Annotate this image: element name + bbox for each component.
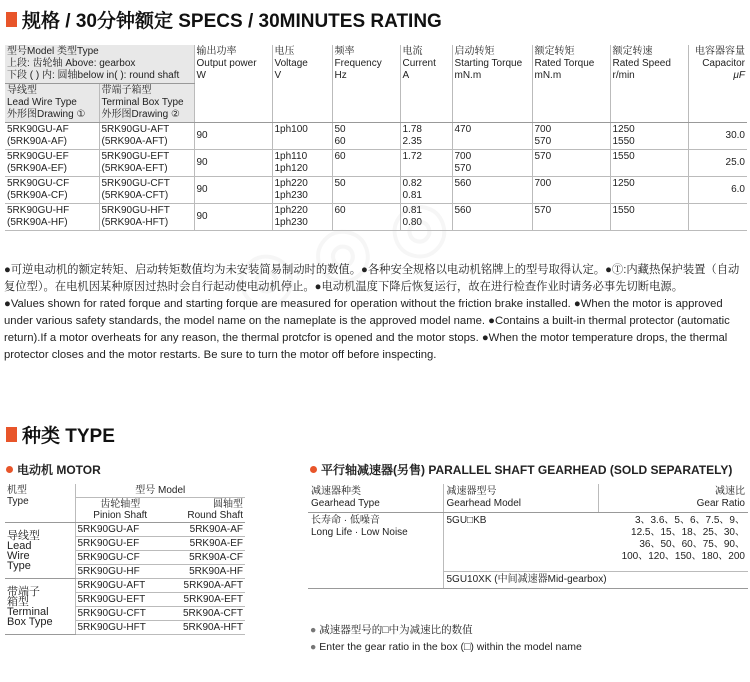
frequency-cell bbox=[332, 177, 400, 204]
capacitor-cell bbox=[688, 177, 747, 204]
rated-speed-value: 1250 bbox=[612, 124, 635, 135]
starting-torque-value bbox=[455, 190, 530, 202]
rated-speed-cell bbox=[610, 177, 688, 204]
capacitor-header: 电容器容量 Capacitor μF bbox=[688, 45, 747, 123]
motor-table bbox=[5, 484, 245, 635]
starting-torque-value: 570 bbox=[454, 163, 472, 174]
terminal-box-model-value: 5RK90GU-EFT bbox=[101, 151, 170, 162]
voltage-cell bbox=[272, 204, 332, 231]
motor-title: 电动机 MOTOR bbox=[6, 461, 101, 478]
output-power-cell bbox=[194, 123, 272, 150]
lead-wire-model-value: 5RK90GU-EF bbox=[7, 151, 69, 162]
frequency-cell bbox=[332, 150, 400, 177]
frequency-cell bbox=[332, 204, 400, 231]
specs-table bbox=[5, 45, 747, 231]
voltage-value: 1ph100 bbox=[274, 124, 308, 135]
spec-row bbox=[5, 204, 747, 231]
voltage-value: 1ph230 bbox=[274, 190, 308, 201]
rated-torque-cell bbox=[532, 204, 610, 231]
voltage-value: 1ph220 bbox=[274, 178, 308, 189]
terminal-box-model-value: (5RK90A-CFT) bbox=[101, 190, 169, 201]
capacitor-value: 30.0 bbox=[725, 130, 745, 141]
pinion-shaft-model: 5RK90GU-EFT bbox=[75, 593, 165, 607]
gearhead-type-cell: 长寿命 · 低噪音 Long Life · Low Noise bbox=[308, 513, 443, 589]
starting-torque-value: 560 bbox=[454, 205, 472, 216]
terminal-box-model-cell bbox=[99, 150, 194, 177]
spec-row bbox=[5, 123, 747, 150]
lead-wire-model-value: (5RK90A-HF) bbox=[7, 217, 68, 228]
heading-marker bbox=[6, 12, 17, 27]
current-cell bbox=[400, 204, 452, 231]
rated-torque-cell bbox=[532, 123, 610, 150]
voltage-value: 1ph230 bbox=[274, 217, 308, 228]
rated-torque-cell bbox=[532, 150, 610, 177]
starting-torque-value bbox=[455, 217, 530, 229]
motor-type-label: 导线型 Lead Wire Type bbox=[5, 523, 75, 579]
terminal-box-header: 带端子箱型 Terminal Box Type 外形图Drawing ② bbox=[99, 84, 194, 123]
output-power-cell bbox=[194, 150, 272, 177]
pinion-shaft-model: 5RK90GU-CF bbox=[75, 551, 165, 565]
bullet-dot bbox=[6, 466, 13, 473]
notes-cn: ●可逆电动机的额定转矩、启动转矩数值均为未安装简易制动时的数值。●各种安全规格以电动机铭牌上的型号取得认定。●Ⓣ:内藏热保护装置（自动复位型）。在电机因某种原因过热时会自行起动使电动机停止。●电动机温度下降后恢复运行，故在进行检查作业时请务必事先切断电源。 bbox=[4, 264, 740, 293]
pinion-shaft-model: 5RK90GU-CFT bbox=[75, 607, 165, 621]
starting-torque-value bbox=[455, 136, 530, 148]
types-heading bbox=[6, 421, 115, 448]
round-shaft-header: 圆轴型 Round Shaft bbox=[165, 498, 245, 523]
rated-torque-value bbox=[535, 163, 608, 175]
motor-row bbox=[5, 579, 245, 593]
lead-wire-model-value: 5RK90GU-HF bbox=[7, 205, 70, 216]
rated-torque-value: 570 bbox=[534, 151, 552, 162]
gearhead-notes bbox=[310, 622, 582, 656]
pinion-shaft-model: 5RK90GU-EF bbox=[75, 537, 165, 551]
voltage-value: 1ph120 bbox=[274, 163, 308, 174]
rated-torque-value bbox=[535, 217, 608, 229]
gearhead-model-header: 减速器型号 Gearhead Model bbox=[443, 484, 598, 513]
capacitor-value: 25.0 bbox=[725, 157, 745, 168]
round-shaft-model: 5RK90A-AF bbox=[165, 523, 245, 537]
current-value: 0.81 bbox=[402, 190, 422, 201]
current-value: 0.81 bbox=[402, 205, 422, 216]
terminal-box-model-value: (5RK90A-EFT) bbox=[101, 163, 168, 174]
bullet-dot bbox=[310, 466, 317, 473]
rated-torque-header: 额定转矩 Rated Torque mN.m bbox=[532, 45, 610, 123]
capacitor-value bbox=[691, 211, 746, 223]
rated-speed-cell bbox=[610, 150, 688, 177]
frequency-value: 50 bbox=[334, 178, 346, 189]
voltage-value bbox=[275, 136, 330, 148]
round-shaft-model: 5RK90A-AFT bbox=[165, 579, 245, 593]
rated-torque-value: 570 bbox=[534, 205, 552, 216]
lead-wire-model-value: 5RK90GU-AF bbox=[7, 124, 69, 135]
bullet-icon: ● bbox=[310, 624, 320, 636]
capacitor-cell bbox=[688, 150, 747, 177]
specs-heading-text: 规格 / 30分钟额定 SPECS / 30MINUTES RATING bbox=[22, 11, 442, 32]
rated-speed-value bbox=[613, 163, 686, 175]
lead-wire-model-value: (5RK90A-EF) bbox=[7, 163, 68, 174]
spec-row bbox=[5, 177, 747, 204]
lead-wire-model-cell bbox=[5, 123, 99, 150]
lead-wire-header: 导线型 Lead Wire Type 外形图Drawing ① bbox=[5, 84, 99, 123]
frequency-cell bbox=[332, 123, 400, 150]
round-shaft-model: 5RK90A-CFT bbox=[165, 607, 245, 621]
current-value: 1.78 bbox=[402, 124, 422, 135]
capacitor-cell bbox=[688, 204, 747, 231]
terminal-box-model-value: 5RK90GU-HFT bbox=[101, 205, 170, 216]
starting-torque-cell bbox=[452, 204, 532, 231]
motor-type-label: 带端子 箱型 Terminal Box Type bbox=[5, 579, 75, 635]
terminal-box-model-cell bbox=[99, 204, 194, 231]
mid-gearbox-cell: 5GU10XK (中间减速器Mid-gearbox) bbox=[443, 572, 748, 589]
round-shaft-model: 5RK90A-HF bbox=[165, 565, 245, 579]
gearhead-table bbox=[308, 484, 748, 589]
rated-torque-value bbox=[535, 190, 608, 202]
rated-torque-value: 700 bbox=[534, 178, 552, 189]
gearhead-title: 平行轴减速器(另售) PARALLEL SHAFT GEARHEAD (SOLD SEPARATELY) bbox=[310, 461, 732, 478]
capacitor-cell bbox=[688, 123, 747, 150]
voltage-cell bbox=[272, 177, 332, 204]
gearhead-type-header: 减速器种类 Gearhead Type bbox=[308, 484, 443, 513]
round-shaft-model: 5RK90A-EF bbox=[165, 537, 245, 551]
gear-ratio-cell: 3、3.6、5、6、7.5、9、 12.5、15、18、25、30、 36、50、60、75、90、 100、120、150、180、200 bbox=[621, 515, 745, 562]
rated-torque-value: 700 bbox=[534, 124, 552, 135]
heading-marker bbox=[6, 427, 17, 442]
rated-torque-cell bbox=[532, 177, 610, 204]
pinion-shaft-header: 齿轮轴型 Pinion Shaft bbox=[75, 498, 165, 523]
current-value: 0.82 bbox=[402, 178, 422, 189]
pinion-shaft-model: 5RK90GU-HF bbox=[75, 565, 165, 579]
terminal-box-model-value: (5RK90A-AFT) bbox=[101, 136, 168, 147]
types-heading-text: 种类 TYPE bbox=[22, 426, 115, 447]
specs-heading bbox=[6, 6, 442, 33]
output-power-value: 90 bbox=[196, 157, 208, 168]
rated-speed-value: 1550 bbox=[612, 151, 635, 162]
current-cell bbox=[400, 177, 452, 204]
frequency-value bbox=[335, 190, 398, 202]
current-cell bbox=[400, 123, 452, 150]
spec-row bbox=[5, 150, 747, 177]
current-value: 2.35 bbox=[402, 136, 422, 147]
frequency-header: 频率 Frequency Hz bbox=[332, 45, 400, 123]
frequency-value bbox=[335, 163, 398, 175]
rated-speed-value: 1550 bbox=[612, 136, 635, 147]
starting-torque-cell bbox=[452, 177, 532, 204]
motor-model-header: 型号 Model bbox=[75, 484, 245, 498]
starting-torque-cell bbox=[452, 150, 532, 177]
lead-wire-model-cell bbox=[5, 204, 99, 231]
terminal-box-model-value: 5RK90GU-AFT bbox=[101, 124, 170, 135]
frequency-value: 60 bbox=[334, 151, 346, 162]
frequency-value: 50 bbox=[334, 124, 346, 135]
lead-wire-model-cell bbox=[5, 150, 99, 177]
voltage-header: 电压 Voltage V bbox=[272, 45, 332, 123]
starting-torque-cell bbox=[452, 123, 532, 150]
notes bbox=[4, 262, 744, 364]
terminal-box-model-cell bbox=[99, 123, 194, 150]
rated-speed-value: 1250 bbox=[612, 178, 635, 189]
notes-en: ●Values shown for rated forque and starting forque are measured for operation without the friction brake installed. ●When the motor is approved under various safety standards, the model name on the nameplate is the approved model name. ●Contains a built-in thermal protector (automatic return).If a motor overheats for any reason, the thermal protcfor is opened and the motor stops. ●When the motor temperature drops, the thermal protector closes and the motor restarts. Be sure to turn the motor off before inspecting. bbox=[4, 298, 730, 361]
rated-torque-value: 570 bbox=[534, 136, 552, 147]
lead-wire-model-value: (5RK90A-AF) bbox=[7, 136, 68, 147]
motor-type-header: 机型 Type bbox=[5, 484, 75, 523]
voltage-cell bbox=[272, 150, 332, 177]
output-power-value: 90 bbox=[196, 130, 208, 141]
round-shaft-model: 5RK90A-HFT bbox=[165, 621, 245, 635]
starting-torque-value: 470 bbox=[454, 124, 472, 135]
model-header: 型号Model 类型Type 上段: 齿轮轴 Above: gearbox 下段 ( ) 内: 圆轴below in( ): round shaft bbox=[5, 45, 194, 84]
frequency-value: 60 bbox=[334, 205, 346, 216]
output-power-cell bbox=[194, 177, 272, 204]
round-shaft-model: 5RK90A-EFT bbox=[165, 593, 245, 607]
current-value: 0.80 bbox=[402, 217, 422, 228]
rated-speed-cell bbox=[610, 123, 688, 150]
bullet-icon: ● bbox=[310, 641, 320, 653]
current-cell bbox=[400, 150, 452, 177]
gear-ratio-header: 减速比 Gear Ratio bbox=[598, 484, 748, 513]
output-power-header: 输出功率 Output power W bbox=[194, 45, 272, 123]
output-power-value: 90 bbox=[196, 211, 208, 222]
output-power-value: 90 bbox=[196, 184, 208, 195]
terminal-box-model-value: (5RK90A-HFT) bbox=[101, 217, 169, 228]
voltage-value: 1ph220 bbox=[274, 205, 308, 216]
rated-speed-header: 额定转速 Rated Speed r/min bbox=[610, 45, 688, 123]
gearhead-model-cell: 5GU□KB bbox=[443, 513, 598, 572]
frequency-value bbox=[335, 217, 398, 229]
current-header: 电流 Current A bbox=[400, 45, 452, 123]
pinion-shaft-model: 5RK90GU-AF bbox=[75, 523, 165, 537]
current-value bbox=[403, 163, 450, 175]
rated-speed-cell bbox=[610, 204, 688, 231]
rated-speed-value: 1550 bbox=[612, 205, 635, 216]
rated-speed-value bbox=[613, 190, 686, 202]
starting-torque-value: 560 bbox=[454, 178, 472, 189]
pinion-shaft-model: 5RK90GU-HFT bbox=[75, 621, 165, 635]
voltage-cell bbox=[272, 123, 332, 150]
terminal-box-model-cell bbox=[99, 177, 194, 204]
round-shaft-model: 5RK90A-CF bbox=[165, 551, 245, 565]
gearhead-note-cn: 减速器型号的□中为减速比的数值 bbox=[319, 624, 473, 636]
lead-wire-model-cell bbox=[5, 177, 99, 204]
starting-torque-value: 700 bbox=[454, 151, 472, 162]
voltage-value: 1ph110 bbox=[274, 151, 308, 162]
pinion-shaft-model: 5RK90GU-AFT bbox=[75, 579, 165, 593]
rated-speed-value bbox=[613, 217, 686, 229]
output-power-cell bbox=[194, 204, 272, 231]
starting-torque-header: 启动转矩 Starting Torque mN.m bbox=[452, 45, 532, 123]
motor-row bbox=[5, 523, 245, 537]
gearhead-note-en: Enter the gear ratio in the box (□) within the model name bbox=[319, 641, 582, 653]
current-value: 1.72 bbox=[402, 151, 422, 162]
terminal-box-model-value: 5RK90GU-CFT bbox=[101, 178, 170, 189]
lead-wire-model-value: (5RK90A-CF) bbox=[7, 190, 68, 201]
frequency-value: 60 bbox=[334, 136, 346, 147]
capacitor-value: 6.0 bbox=[731, 184, 745, 195]
lead-wire-model-value: 5RK90GU-CF bbox=[7, 178, 70, 189]
